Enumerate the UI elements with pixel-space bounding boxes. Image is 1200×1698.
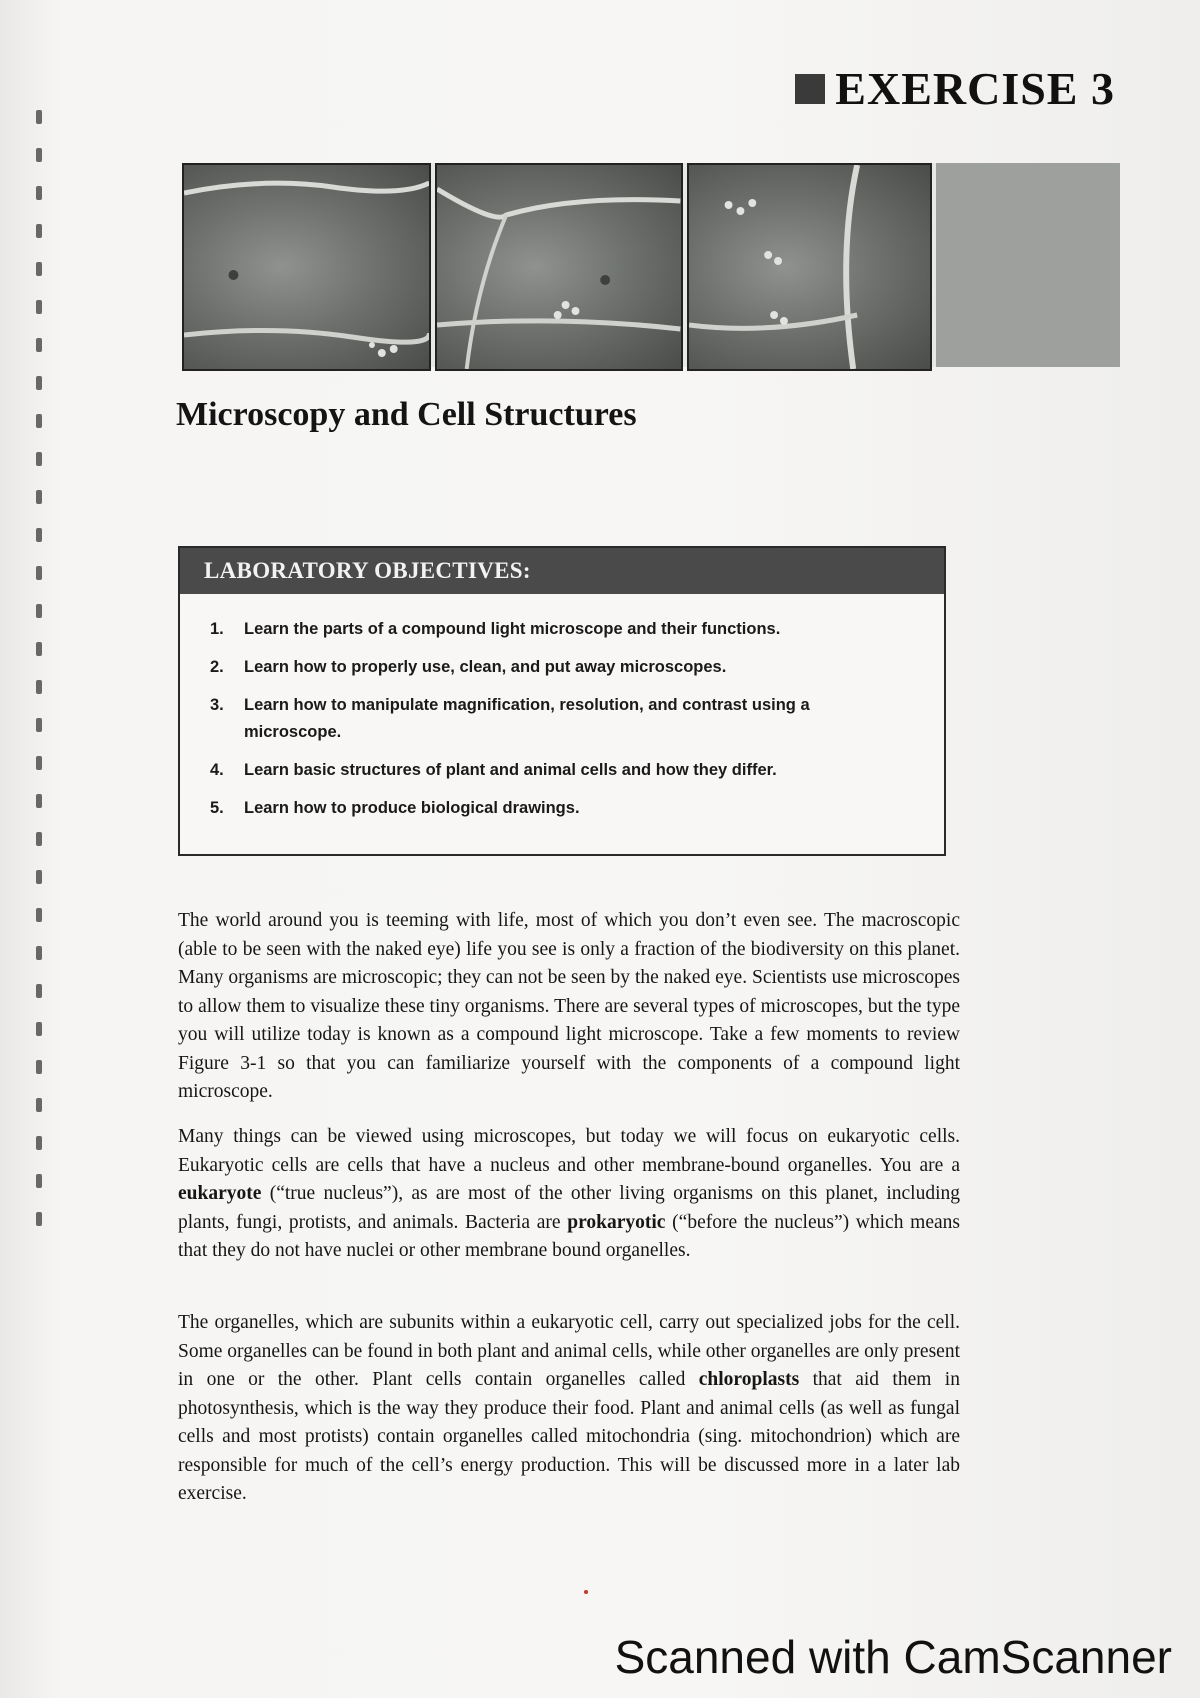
binding-tick: [36, 870, 42, 884]
paragraph-text: that aid them in photosynthesis, which is the way they produce their food. Plant and animal cells (as well as fungal cells and most protists) contain organelles called mitochondria (sing. mitochondrion) which are responsible for much of the cell’s energy production. This will be discussed more in a later lab exercise.: [178, 1369, 960, 1504]
binding-tick: [36, 1022, 42, 1036]
item-text: Learn how to produce biological drawings.: [244, 799, 580, 817]
objectives-box: [178, 546, 946, 856]
binding-tick: [36, 604, 42, 618]
item-number: 4.: [210, 761, 224, 779]
binding-tick: [36, 110, 42, 124]
binding-tick: [36, 1212, 42, 1226]
item-text: Learn basic structures of plant and animal cells and how they differ.: [244, 761, 777, 779]
paragraph-text: The organelles, which are subunits within a eukaryotic cell, carry out specialized jobs for the cell. Some organelles can be found in both plant and animal cells, while other organelles are only present in one or the other. Plant cells contain organelles called: [178, 1312, 960, 1390]
paragraph-eukaryotic: [178, 1123, 960, 1266]
spiral-binding-edge: [30, 40, 50, 1580]
term-prokaryotic: prokaryotic: [567, 1211, 666, 1233]
binding-tick: [36, 832, 42, 846]
item-number: 5.: [210, 799, 224, 817]
binding-tick: [36, 946, 42, 960]
binding-tick: [36, 642, 42, 656]
binding-tick: [36, 262, 42, 276]
binding-tick: [36, 414, 42, 428]
term-eukaryote: eukaryote: [178, 1183, 262, 1204]
term-chloroplasts: chloroplasts: [698, 1369, 800, 1390]
list-item: [210, 795, 944, 822]
list-item: [210, 616, 944, 643]
binding-tick: [36, 794, 42, 808]
binding-tick: [36, 376, 42, 390]
objectives-heading: LABORATORY OBJECTIVES:: [180, 548, 944, 594]
binding-tick: [36, 984, 42, 998]
item-number: 1.: [210, 620, 224, 638]
binding-tick: [36, 452, 42, 466]
list-item: [210, 757, 944, 784]
item-number: 3.: [210, 696, 224, 714]
paragraph-text: Many things can be viewed using microscopes, but today we will focus on eukaryotic cells. Eukaryotic cells are cells that have a nucleus and other membrane-bound organelles. You are a: [178, 1126, 960, 1176]
binding-tick: [36, 1098, 42, 1112]
gray-banner-block: [936, 163, 1120, 367]
micrograph-panel-3: [687, 163, 932, 371]
binding-tick: [36, 528, 42, 542]
item-number: 2.: [210, 658, 224, 676]
exercise-label: EXERCISE 3: [835, 63, 1115, 114]
stray-mark: [584, 1590, 588, 1594]
binding-tick: [36, 756, 42, 770]
binding-tick: [36, 1060, 42, 1074]
list-item: [210, 654, 944, 681]
paragraph-organelles: [178, 1309, 960, 1509]
binding-tick: [36, 300, 42, 314]
item-text: Learn the parts of a compound light microscope and their functions.: [244, 620, 781, 638]
page-title: Microscopy and Cell Structures: [176, 396, 637, 433]
binding-tick: [36, 1136, 42, 1150]
list-item: [210, 692, 944, 746]
binding-tick: [36, 224, 42, 238]
objectives-list: [180, 594, 944, 822]
micrograph-panel-1: [182, 163, 431, 371]
binding-tick: [36, 566, 42, 580]
binding-tick: [36, 186, 42, 200]
micrograph-panel-2: [435, 163, 682, 371]
paragraph-text: (“before the nucleus”) which means that they do not have nuclei or other membrane bound organelles.: [178, 1211, 960, 1261]
binding-tick: [36, 718, 42, 732]
paragraph-intro: The world around you is teeming with life, most of which you don’t even see. The macroscopic (able to be seen with the naked eye) life you see is only a fraction of the biodiversity on this planet. Many organisms are microscopic; they can not be seen by the naked eye. Scientists use microscopes to allow them to visualize these tiny organisms. There are several types of microscopes, but the type you will utilize today is known as a compound light microscope. Take a few moments to review Figure 3-1 so that you can familiarize yourself with the components of a compound light microscope.: [178, 910, 960, 1102]
camscanner-watermark: Scanned with CamScanner: [614, 1631, 1172, 1683]
binding-tick: [36, 1174, 42, 1188]
paragraph-text: (“true nucleus”), as are most of the other living organisms on this planet, including plants, fungi, protists, and animals. Bacteria are: [178, 1183, 960, 1233]
binding-tick: [36, 680, 42, 694]
binding-tick: [36, 490, 42, 504]
micrograph-banner: [182, 163, 1120, 367]
binding-tick: [36, 908, 42, 922]
binding-tick: [36, 148, 42, 162]
binding-tick: [36, 338, 42, 352]
item-text: Learn how to manipulate magnification, resolution, and contrast using a microscope.: [244, 696, 810, 741]
header-square-icon: [795, 74, 825, 104]
exercise-header: [795, 62, 1115, 115]
item-text: Learn how to properly use, clean, and put away microscopes.: [244, 658, 727, 676]
